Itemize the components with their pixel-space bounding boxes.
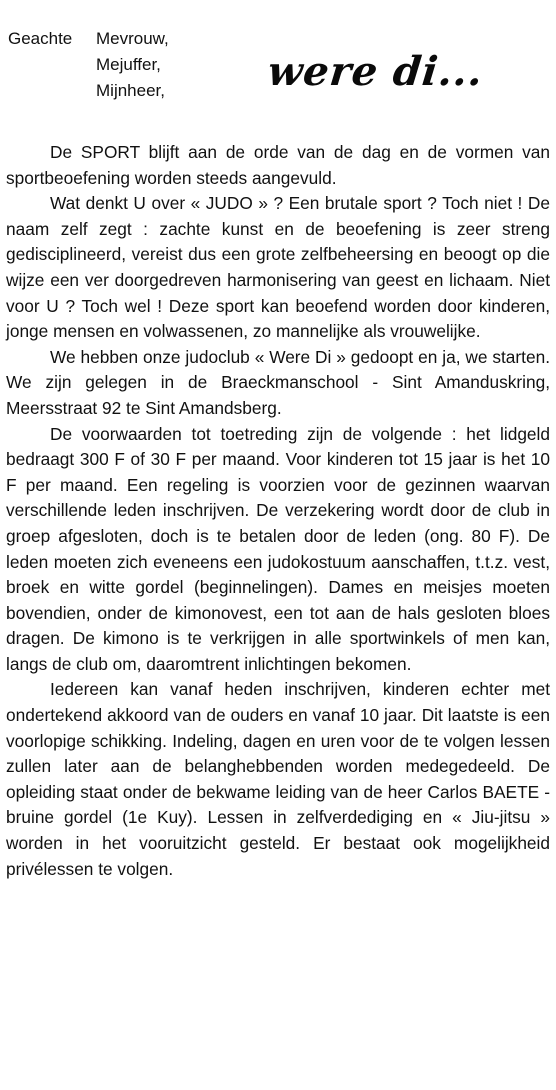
salutation-greeting: Geachte: [8, 29, 73, 48]
were-di-logo: were di...: [265, 48, 486, 95]
salutation-line-mejuffer: Mejuffer,: [96, 55, 161, 74]
paragraph-intro: De SPORT blijft aan de orde van de dag en de vormen van sportbeoefening worden steeds aangevuld.: [6, 142, 550, 188]
paragraph-registration: Iedereen kan vanaf heden inschrijven, kinderen echter met ondertekend akkoord van de ouders en vanaf 10 jaar. Dit laatste is een voorlopige schikking. Indeling, dagen en uren voor de te volgen lessen zullen later aan de belanghebbenden worden medegedeeld. De opleiding staat onder de bekwame leiding van de heer Carlos BAETE - bruine gordel (1e Kuy). Lessen in zelfverdediging en « Jiu-jitsu » worden in het vooruitzicht gesteld. Er bestaat ook mogelijkheid privélessen te volgen.: [6, 679, 550, 879]
paragraph-judo: Wat denkt U over « JUDO » ? Een brutale sport ? Toch niet ! De naam zelf zegt : zachte kunst en de beoefening is zeer streng gedisciplineerd, vereist dus een grote zelfbeheersing en beoogt op die wijze een ver doorgedreven harmonisering van geest en lichaam. Niet voor U ? Toch wel ! Deze sport kan beoefend worden door kinderen, jonge mensen en volwassenen, zo mannelijke als vrouwelijke.: [6, 193, 550, 342]
article-body: [6, 140, 550, 882]
salutation-line-mijnheer: Mijnheer,: [96, 81, 165, 100]
paragraph-conditions: De voorwaarden tot toetreding zijn de volgende : het lidgeld bedraagt 300 F of 30 F per maand. Voor kinderen tot 15 jaar is het 10 F per maand. Een regeling is voorzien voor de gezinnen waarvan verschillende leden inschrijven. De verzekering wordt door de club in groep afgesloten, doch is te betalen door de leden (ong. 80 F). De leden moeten zich eveneens een judokostuum aanschaffen, t.t.z. vest, broek en witte gordel (beginnelingen). Dames en meisjes moeten bovendien, onder de kimonovest, een tot aan de hals gesloten bloes dragen. De kimono is te verkrijgen in alle sportwinkels of men kan, langs de club om, daaromtrent inlichtingen bekomen.: [6, 423, 550, 674]
salutation-line-mevrouw: Mevrouw,: [96, 29, 169, 48]
salutation: [8, 26, 169, 104]
paragraph-club: We hebben onze judoclub « Were Di » gedoopt en ja, we starten. We zijn gelegen in de Braeckmanschool - Sint Amanduskring, Meersstraat 92 te Sint Amandsberg.: [6, 346, 550, 418]
